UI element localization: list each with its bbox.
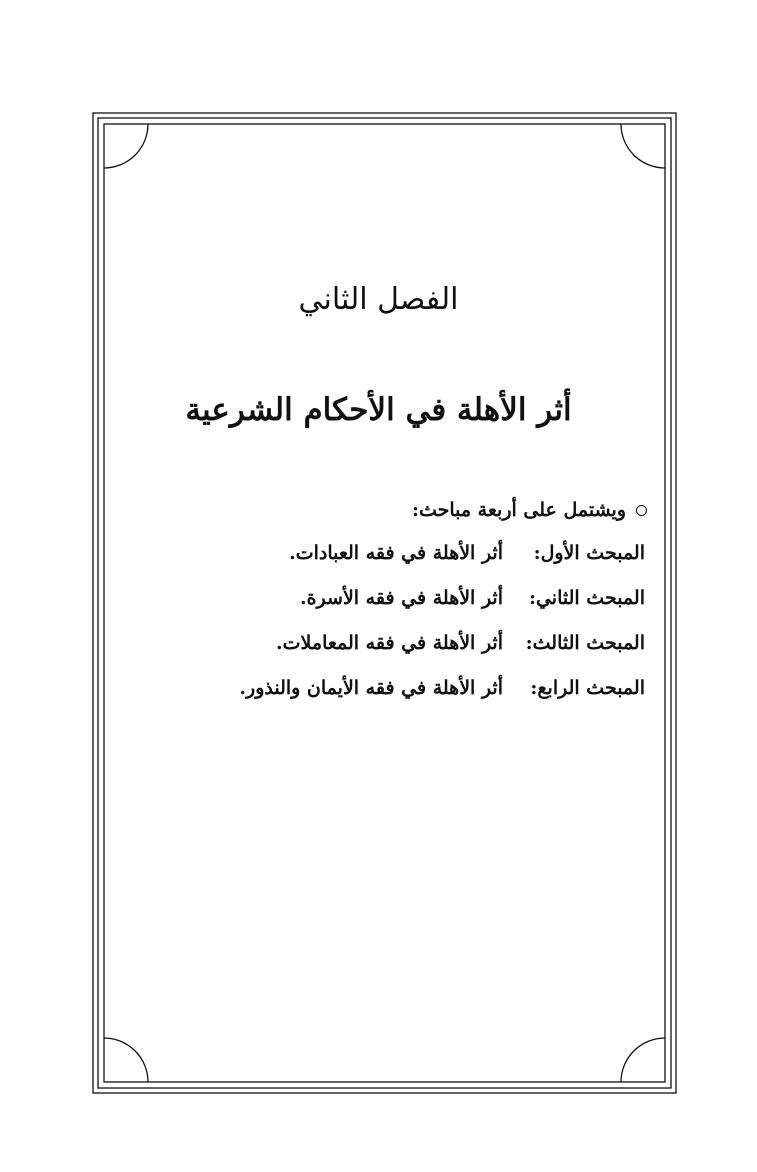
corner-arc-bottom-right xyxy=(621,1038,665,1082)
contents-intro-text: ويشتمل على أربعة مباحث: xyxy=(411,499,626,521)
corner-arc-top-left xyxy=(104,124,148,168)
corner-arc-bottom-left xyxy=(104,1038,148,1082)
section-row-4 xyxy=(127,665,647,710)
open-circle-bullet-icon xyxy=(636,505,647,516)
section-topic: أثر الأهلة في فقه العبادات. xyxy=(289,541,503,564)
section-row-1 xyxy=(127,530,647,575)
section-name: المبحث الثالث: xyxy=(525,631,645,654)
chapter-title: أثر الأهلة في الأحكام الشرعية xyxy=(185,392,572,428)
section-topic: أثر الأهلة في فقه المعاملات. xyxy=(276,631,503,654)
section-name: المبحث الأول: xyxy=(533,541,645,564)
section-topic: أثر الأهلة في فقه الأيمان والنذور. xyxy=(239,676,503,699)
section-name: المبحث الثاني: xyxy=(528,586,645,609)
section-name: المبحث الرابع: xyxy=(530,676,645,699)
contents-list xyxy=(127,490,647,710)
chapter-label: الفصل الثاني xyxy=(298,282,459,317)
corner-arc-top-right xyxy=(621,124,665,168)
section-row-3 xyxy=(127,620,647,665)
section-row-2 xyxy=(127,575,647,620)
section-topic: أثر الأهلة في فقه الأسرة. xyxy=(299,586,503,609)
contents-intro xyxy=(127,490,647,530)
